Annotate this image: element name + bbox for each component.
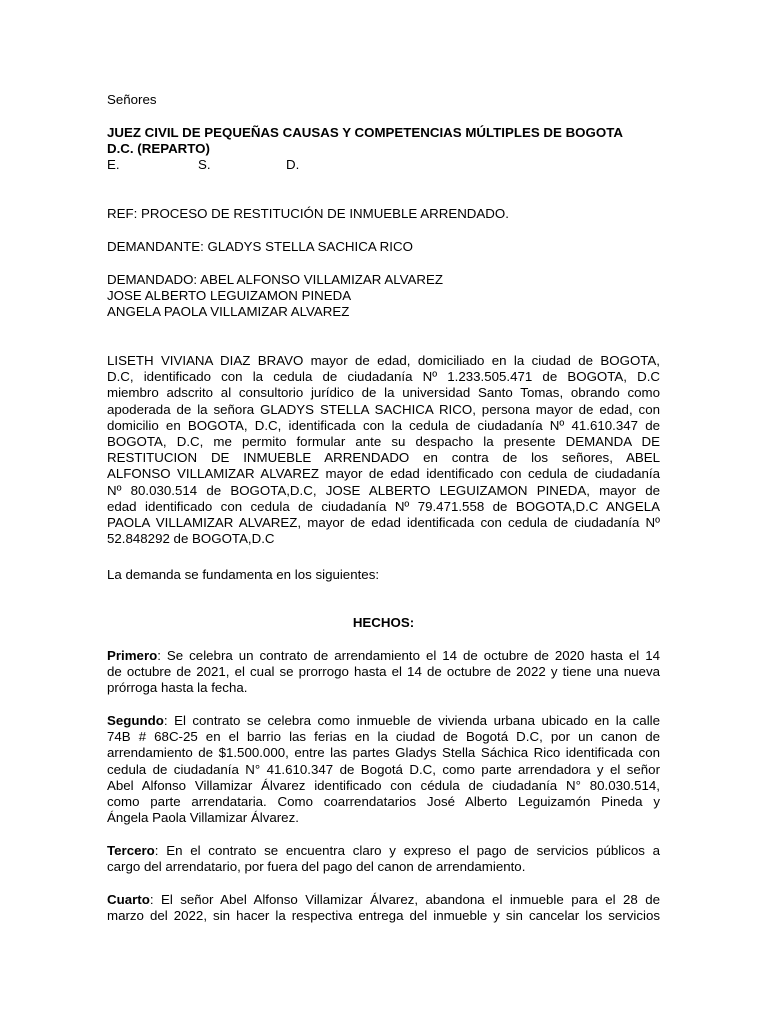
- fundamento-line: La demanda se fundamenta en los siguientes:: [107, 567, 380, 582]
- s-letter: S.: [198, 157, 211, 172]
- intro-line: PAOLA VILLAMIZAR ALVAREZ, mayor de edad identificada con cedula de ciudadanía Nº: [107, 515, 660, 531]
- hecho-label: Tercero: [107, 843, 155, 858]
- demandante-line: DEMANDANTE: GLADYS STELLA SACHICA RICO: [107, 239, 413, 254]
- d-letter: D.: [286, 157, 300, 172]
- hecho-text: : En el contrato se encuentra claro y expreso el pago de servicios públicos a: [154, 843, 660, 858]
- hecho-line: 74B # 68C-25 en el barrio las ferias en la ciudad de Bogotá D.C, por un canon de: [107, 729, 660, 745]
- hecho-tercero: [107, 843, 660, 875]
- intro-line: RESTITUCION DE INMUEBLE ARRENDADO en contra de los señores, ABEL: [107, 450, 660, 466]
- intro-line: BOGOTA, D.C, me permito formular ante su despacho la presente DEMANDA DE: [107, 434, 660, 450]
- hecho-line: Ángela Paola Villamizar Álvarez.: [107, 810, 299, 826]
- hecho-text: : El contrato se celebra como inmueble de vivienda urbana ubicado en la calle: [163, 713, 660, 728]
- intro-line: Nº 80.030.514 de BOGOTA,D.C, JOSE ALBERTO LEGUIZAMON PINEDA, mayor de: [107, 482, 660, 498]
- reference-line: REF: PROCESO DE RESTITUCIÓN DE INMUEBLE ARRENDADO.: [107, 206, 509, 221]
- hecho-line: prórroga hasta la fecha.: [107, 680, 248, 696]
- demandado-line: ANGELA PAOLA VILLAMIZAR ALVAREZ: [107, 304, 350, 320]
- salutation: Señores: [107, 92, 157, 107]
- hecho-line: marzo del 2022, sin hacer la respectiva entrega del inmueble y sin cancelar los servicios: [107, 908, 660, 924]
- hecho-label: Cuarto: [107, 892, 150, 907]
- intro-line: edad identificado con cedula de ciudadanía Nº 79.471.558 de BOGOTA,D.C ANGELA: [107, 498, 660, 514]
- intro-line: miembro adscrito al consultorio jurídico de la universidad Santo Tomas, obrando como: [107, 385, 660, 401]
- intro-line: ALFONSO VILLAMIZAR ALVAREZ mayor de edad identificado con cedula de ciudadanía: [107, 466, 660, 482]
- addressee-line-1: JUEZ CIVIL DE PEQUEÑAS CAUSAS Y COMPETENCIAS MÚLTIPLES DE BOGOTA: [107, 125, 623, 140]
- hecho-text: : El señor Abel Alfonso Villamizar Álvarez, abandona el inmueble para el 28 de: [149, 892, 660, 907]
- e-letter: E.: [107, 157, 120, 172]
- hecho-line: cedula de ciudadanía N° 41.610.347 de Bogotá D.C, como parte arrendadora y el señor: [107, 761, 660, 777]
- hecho-line: Abel Alfonso Villamizar Álvarez identificado con cédula de ciudadanía N° 80.030.514,: [107, 777, 660, 793]
- hecho-line: como parte arrendataria. Como coarrendatarios José Alberto Leguizamón Pineda y: [107, 794, 660, 810]
- demandado-line: JOSE ALBERTO LEGUIZAMON PINEDA: [107, 288, 352, 304]
- hecho-line: arrendamiento de $1.500.000, entre las partes Gladys Stella Sáchica Rico identificada con: [107, 745, 660, 761]
- hecho-text: : Se celebra un contrato de arrendamiento el 14 de octubre de 2020 hasta el 14: [157, 648, 660, 663]
- intro-line: D.C, identificado con la cedula de ciudadanía Nº 1.233.505.471 de BOGOTA, D.C: [107, 369, 660, 385]
- hecho-line: cargo del arrendatario, por fuera del pago del canon de arrendamiento.: [107, 859, 526, 875]
- hecho-label: Segundo: [107, 713, 164, 728]
- intro-line: LISETH VIVIANA DIAZ BRAVO mayor de edad, domiciliado en la ciudad de BOGOTA,: [107, 353, 660, 368]
- intro-line: 52.848292 de BOGOTA,D.C: [107, 531, 275, 547]
- hecho-cuarto: [107, 892, 660, 924]
- hecho-label: Primero: [107, 648, 158, 663]
- intro-line: domicilio en BOGOTA, D.C, identificada con la cedula de ciudadanía Nº 41.610.347 de: [107, 417, 660, 433]
- demandado-block: [107, 272, 660, 321]
- demandado-line: DEMANDADO: ABEL ALFONSO VILLAMIZAR ALVAREZ: [107, 272, 443, 287]
- e-s-d-line: [107, 157, 660, 173]
- hecho-line: de octubre de 2021, el cual se prorrogo hasta el 14 de octubre de 2022 y tiene una nueva: [107, 664, 660, 680]
- intro-paragraph: [107, 353, 660, 547]
- intro-line: apoderada de la señora GLADYS STELLA SACHICA RICO, persona mayor de edad, con: [107, 401, 660, 417]
- hecho-primero: [107, 648, 660, 697]
- hecho-segundo: [107, 713, 660, 826]
- addressee-line-2: D.C. (REPARTO): [107, 141, 210, 157]
- hechos-heading: HECHOS:: [352, 615, 415, 630]
- addressee: [107, 125, 660, 157]
